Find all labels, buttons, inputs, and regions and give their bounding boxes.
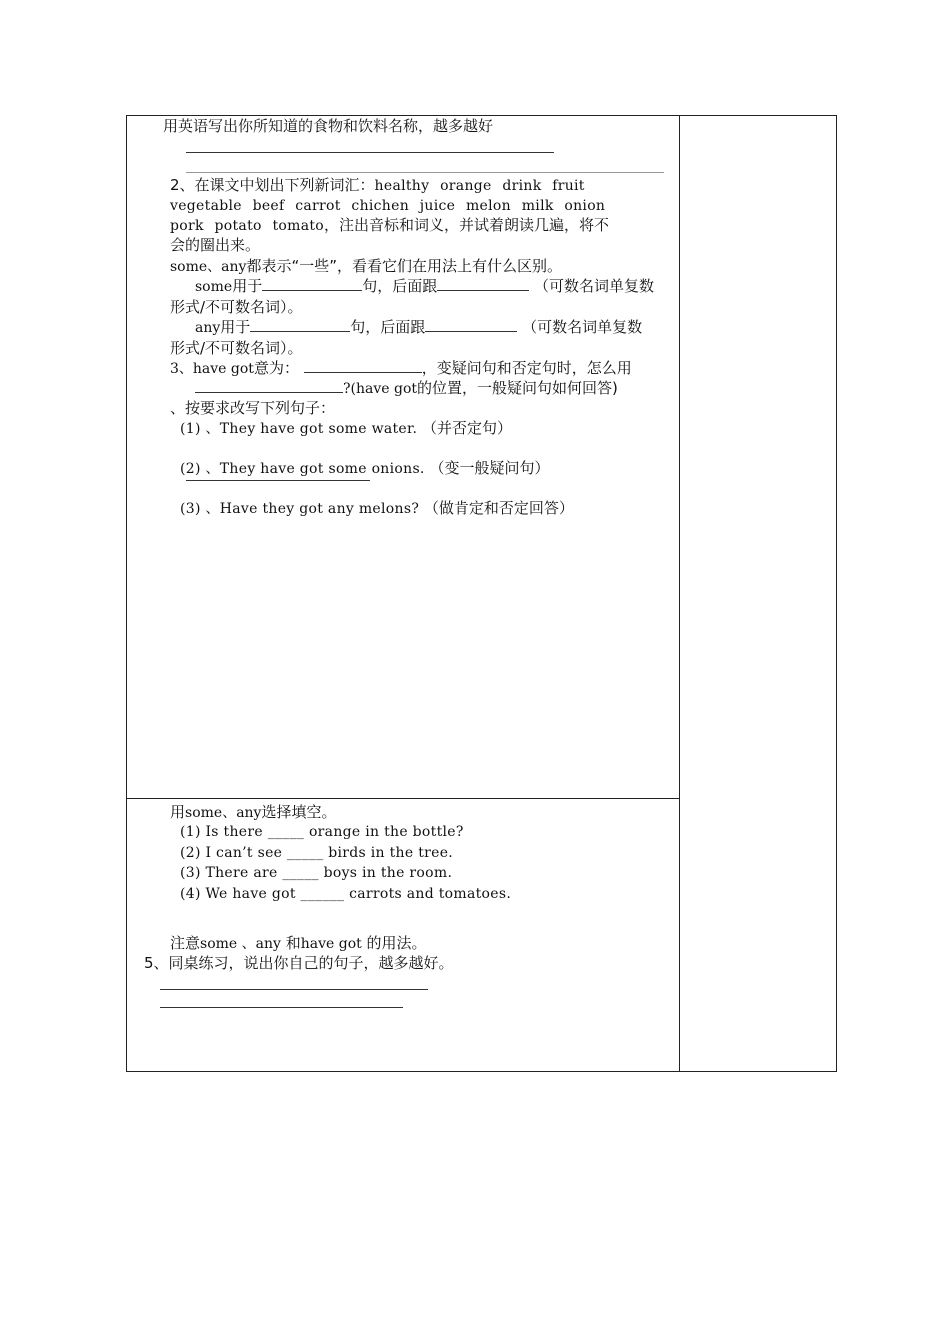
note-suffix: 的用法。 [366, 934, 427, 952]
someany-en: some、any [170, 259, 247, 275]
sentence-after-label: 句，后面跟 [362, 277, 438, 295]
fill-title-prefix: 用 [170, 803, 186, 821]
fill-item-2: (2) I can’t see _____ birds in the tree. [180, 845, 454, 861]
rewrite-item-2 [180, 458, 549, 479]
item3-line2 [195, 378, 618, 399]
item2-line1 [170, 175, 585, 196]
note-line [170, 933, 427, 954]
table-row-divider [126, 798, 680, 799]
fill-title-cn: 选择填空。 [261, 803, 337, 821]
rewrite-title: 、按要求改写下列句子： [170, 399, 336, 417]
answer-line[interactable] [160, 1007, 403, 1008]
form-hint-1: 形式/不可数名词）。 [170, 298, 303, 316]
rewrite-item-en: (2) 、They have got some onions. [180, 461, 425, 477]
have-got-meaning-blank[interactable] [304, 358, 422, 373]
rewrite-item-en: (1) 、They have got some water. [180, 421, 418, 437]
some-word: some [195, 279, 233, 295]
item3-meaning: 意为： [253, 359, 299, 377]
rewrite-item-cn: （并否定句） [422, 419, 513, 437]
any-follow-blank[interactable] [425, 317, 517, 332]
vocab-line4: 会的圈出来。 [170, 236, 261, 254]
countable-hint: （可数名词单复数 [522, 318, 643, 336]
form-hint-2: 形式/不可数名词）。 [170, 339, 303, 357]
table-column-divider [679, 115, 680, 1072]
used-in-label: 用于 [232, 277, 263, 295]
rewrite-item-cn: （做肯定和否定回答） [423, 499, 574, 517]
note-prefix: 注意 [170, 934, 201, 952]
any-usage-line [195, 317, 642, 338]
some-sentence-blank[interactable] [262, 276, 362, 291]
rewrite-item-3 [180, 498, 574, 519]
fill-item-4: (4) We have got ______ carrots and tomatoes. [180, 886, 512, 902]
vocab-line3-cn: ，注出音标和词义，并试着朗读几遍，将不 [324, 216, 610, 234]
vocab-line3 [170, 215, 609, 236]
some-follow-blank[interactable] [437, 276, 529, 291]
rewrite-item-en: (3) 、Have they got any melons? [180, 501, 420, 517]
item2-prefix: 2、在课文中划出下列新词汇： [170, 176, 375, 194]
have-got-usage-blank[interactable] [195, 378, 343, 393]
item3-line1 [170, 358, 632, 379]
sentence-after-label: 句，后面跟 [350, 318, 426, 336]
answer-line[interactable] [186, 152, 554, 153]
someany-cn: 都表示“一些”，看看它们在用法上有什么区别。 [246, 257, 562, 275]
fill-title [170, 802, 336, 823]
vocab-line1: healthy orange drink fruit [374, 178, 585, 194]
vocab-line2: vegetable beef carrot chichen juice melon milk onion [170, 198, 606, 214]
fill-title-en: some、any [185, 805, 262, 821]
note-have-got: have got [300, 936, 362, 952]
any-sentence-blank[interactable] [250, 317, 350, 332]
item3-line2-cn: 的位置，一般疑问句如何回答) [417, 379, 618, 397]
some-usage-line [195, 276, 654, 297]
answer-line[interactable] [160, 989, 428, 990]
rewrite-item-cn: （变一般疑问句） [429, 459, 550, 477]
someany-line [170, 256, 562, 277]
item5-text: 5、同桌练习，说出你自己的句子，越多越好。 [144, 954, 454, 972]
fill-item-3: (3) There are _____ boys in the room. [180, 865, 453, 881]
item3-line2-en: ?(have got [343, 381, 417, 397]
note-and: 和 [285, 934, 301, 952]
note-some-any: some 、any [200, 936, 281, 952]
any-word: any [195, 320, 221, 336]
rewrite-item-1 [180, 418, 512, 439]
intro-text: 用英语写出你所知道的食物和饮料名称，越多越好 [163, 117, 494, 135]
used-in-label: 用于 [220, 318, 251, 336]
answer-line[interactable] [186, 480, 370, 481]
fill-item-1: (1) Is there _____ orange in the bottle? [180, 824, 464, 840]
vocab-line3-en: pork potato tomato [170, 218, 325, 234]
countable-hint: （可数名词单复数 [534, 277, 655, 295]
item3-prefix: 3、have got [170, 361, 254, 377]
item3-question: ，变疑问句和否定句时，怎么用 [421, 359, 632, 377]
answer-line[interactable] [186, 172, 664, 173]
